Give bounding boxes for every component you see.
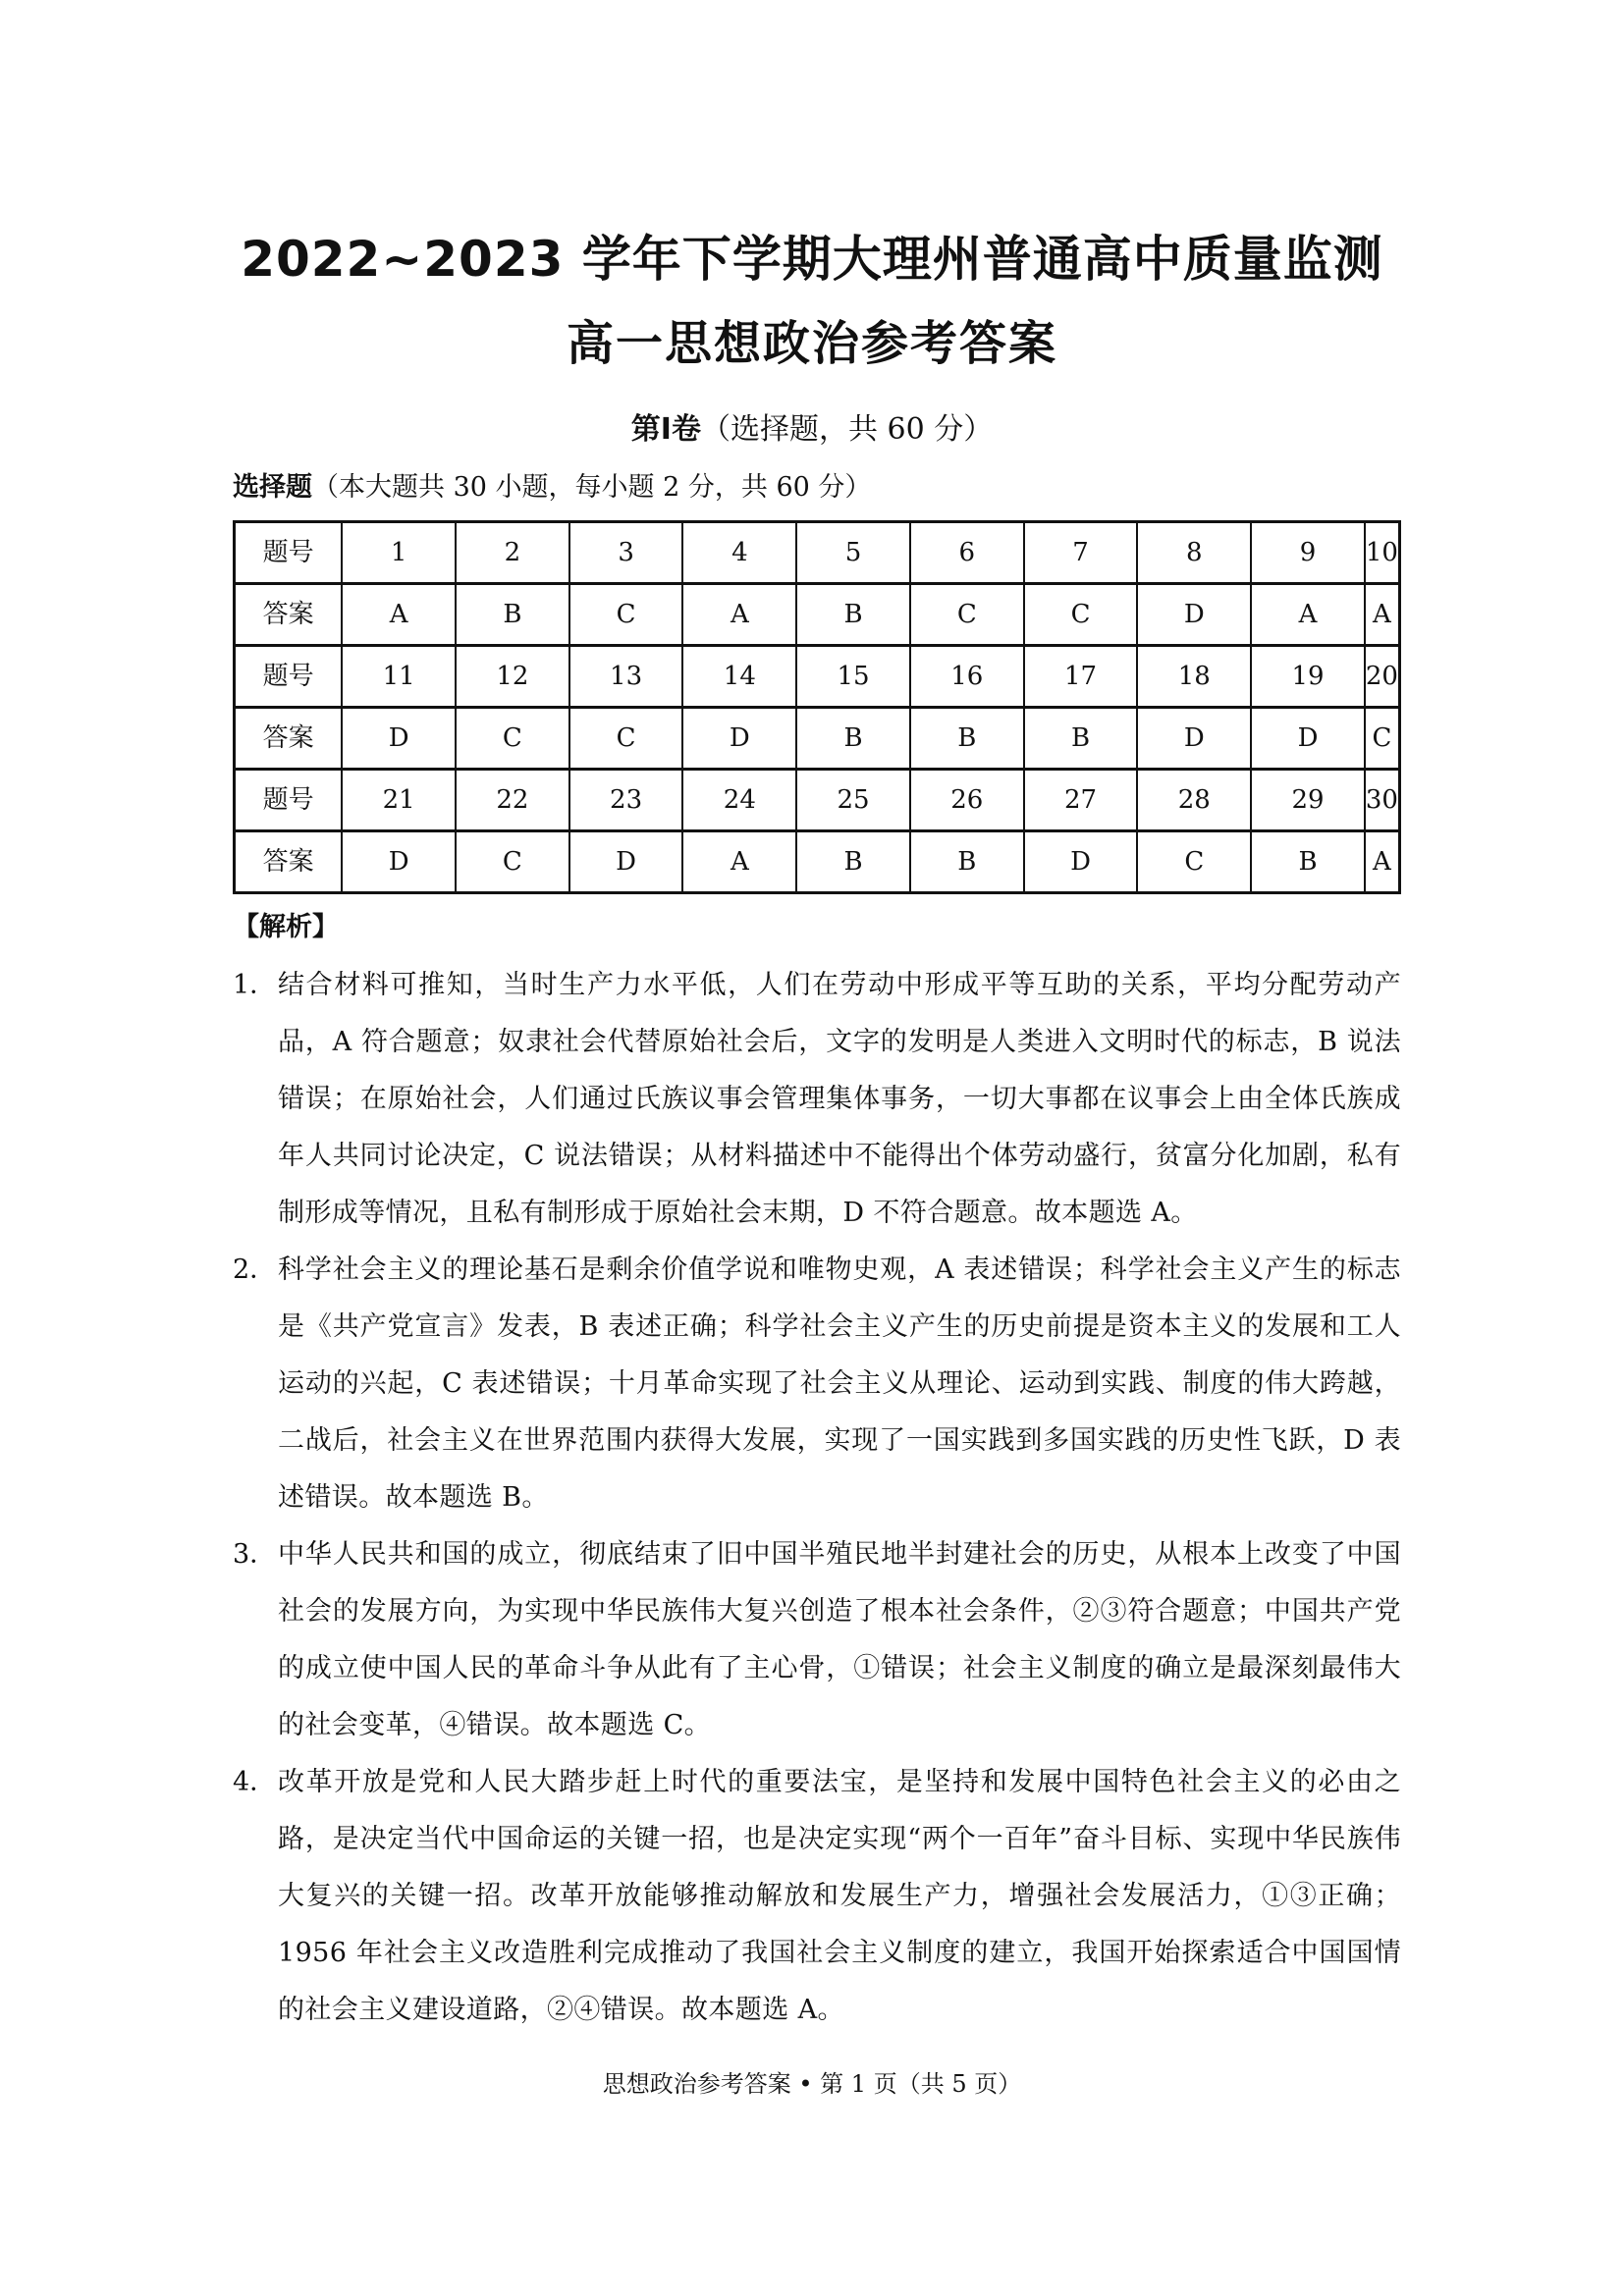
answer-cell: C	[1137, 831, 1251, 893]
answer-cell: A	[682, 584, 796, 646]
answer-cell: D	[342, 708, 456, 770]
item-number: 3．	[233, 1539, 277, 1570]
question-number-row	[235, 770, 1400, 831]
answer-cell: D	[342, 831, 456, 893]
item-text: 中华人民共和国的成立，彻底结束了旧中国半殖民地半封建社会的历史，从根本上改变了中国社会的发展方向，为实现中华民族伟大复兴创造了根本社会条件，②③符合题意；中国共产党的成立使中国人民的革命斗争从此有了主心骨，①错误；社会主义制度的确立是最深刻最伟大的社会变革，④错误。故本题选 C。	[278, 1539, 1401, 1740]
answer-cell: B	[796, 584, 910, 646]
answer-cell: D	[1137, 584, 1251, 646]
item-number: 4．	[233, 1767, 277, 1797]
question-number-cell: 25	[796, 770, 910, 831]
question-number-cell: 8	[1137, 522, 1251, 584]
question-number-cell: 18	[1137, 646, 1251, 708]
answer-cell: C	[1365, 708, 1400, 770]
answer-cell: C	[569, 584, 683, 646]
section-title	[0, 410, 1624, 450]
analysis-item	[233, 1526, 1401, 1754]
question-type-note: （本大题共 30 小题，每小题 2 分，共 60 分）	[312, 472, 872, 503]
row-header-number: 题号	[235, 522, 343, 584]
question-number-cell: 5	[796, 522, 910, 584]
question-number-cell: 22	[456, 770, 569, 831]
question-number-cell: 27	[1024, 770, 1138, 831]
question-number-cell: 17	[1024, 646, 1138, 708]
answer-row	[235, 831, 1400, 893]
answer-cell: B	[796, 831, 910, 893]
page-footer: 思想政治参考答案 • 第 1 页（共 5 页）	[602, 2070, 1022, 2098]
answer-cell: B	[910, 831, 1024, 893]
row-header-answer: 答案	[235, 584, 343, 646]
question-number-cell: 30	[1365, 770, 1400, 831]
answer-cell: D	[569, 831, 683, 893]
question-number-cell: 24	[682, 770, 796, 831]
answer-cell: D	[682, 708, 796, 770]
question-number-cell: 21	[342, 770, 456, 831]
answer-cell: B	[796, 708, 910, 770]
question-number-cell: 4	[682, 522, 796, 584]
answer-cell: D	[1251, 708, 1365, 770]
answer-cell: B	[456, 584, 569, 646]
answer-cell: D	[1137, 708, 1251, 770]
analysis-heading: 【解析】	[233, 912, 339, 942]
question-number-cell: 28	[1137, 770, 1251, 831]
document-title-line-2: 高一思想政治参考答案	[566, 316, 1057, 371]
answer-cell: B	[910, 708, 1024, 770]
question-number-cell: 3	[569, 522, 683, 584]
answer-table	[233, 520, 1401, 894]
section-label: 第Ⅰ卷	[630, 412, 701, 447]
question-number-cell: 19	[1251, 646, 1365, 708]
section-note: （选择题，共 60 分）	[700, 412, 994, 447]
analysis-item	[233, 1754, 1401, 2039]
question-number-cell: 7	[1024, 522, 1138, 584]
answer-row	[235, 584, 1400, 646]
answer-cell: B	[1024, 708, 1138, 770]
question-number-cell: 13	[569, 646, 683, 708]
question-number-cell: 11	[342, 646, 456, 708]
answer-cell: A	[1365, 831, 1400, 893]
question-number-cell: 15	[796, 646, 910, 708]
item-text: 结合材料可推知，当时生产力水平低，人们在劳动中形成平等互助的关系，平均分配劳动产品，A 符合题意；奴隶社会代替原始社会后，文字的发明是人类进入文明时代的标志，B 说法错误；在原始社会，人们通过氏族议事会管理集体事务，一切大事都在议事会上由全体氏族成年人共同讨论决定，C 说法错误；从材料描述中不能得出个体劳动盛行，贫富分化加剧，私有制形成等情况，且私有制形成于原始社会末期，D 不符合题意。故本题选 A。	[278, 970, 1401, 1228]
document-title-line-1: 2022~2023 学年下学期大理州普通高中质量监测	[241, 231, 1383, 288]
question-number-cell: 12	[456, 646, 569, 708]
row-header-answer: 答案	[235, 708, 343, 770]
row-header-number: 题号	[235, 770, 343, 831]
row-header-answer: 答案	[235, 831, 343, 893]
answer-cell: C	[1024, 584, 1138, 646]
item-number: 1．	[233, 970, 277, 1000]
analysis-list	[233, 957, 1401, 2039]
question-number-row	[235, 522, 1400, 584]
answer-row	[235, 708, 1400, 770]
answer-cell: D	[1024, 831, 1138, 893]
question-number-cell: 10	[1365, 522, 1400, 584]
answer-cell: A	[1365, 584, 1400, 646]
question-number-cell: 20	[1365, 646, 1400, 708]
analysis-item	[233, 957, 1401, 1242]
item-text: 改革开放是党和人民大踏步赶上时代的重要法宝，是坚持和发展中国特色社会主义的必由之路，是决定当代中国命运的关键一招，也是决定实现“两个一百年”奋斗目标、实现中华民族伟大复兴的关键一招。改革开放能够推动解放和发展生产力，增强社会发展活力，①③正确；1956 年社会主义改造胜利完成推动了我国社会主义制度的建立，我国开始探索适合中国国情的社会主义建设道路，②④错误。故本题选 A。	[278, 1767, 1401, 2025]
answer-cell: A	[1251, 584, 1365, 646]
question-number-cell: 1	[342, 522, 456, 584]
analysis-item	[233, 1242, 1401, 1526]
answer-table-body	[235, 522, 1400, 893]
answer-cell: C	[910, 584, 1024, 646]
answer-cell: C	[569, 708, 683, 770]
question-number-cell: 2	[456, 522, 569, 584]
question-number-cell: 9	[1251, 522, 1365, 584]
question-number-cell: 26	[910, 770, 1024, 831]
question-number-cell: 29	[1251, 770, 1365, 831]
question-number-cell: 23	[569, 770, 683, 831]
question-number-cell: 16	[910, 646, 1024, 708]
question-type-label: 选择题	[233, 472, 312, 503]
answer-cell: C	[456, 708, 569, 770]
question-number-cell: 6	[910, 522, 1024, 584]
answer-cell: A	[682, 831, 796, 893]
answer-cell: C	[456, 831, 569, 893]
answer-cell: B	[1251, 831, 1365, 893]
content-area	[233, 469, 1401, 2039]
question-intro	[233, 469, 1401, 507]
question-number-row	[235, 646, 1400, 708]
item-number: 2．	[233, 1255, 277, 1285]
question-number-cell: 14	[682, 646, 796, 708]
answer-cell: A	[342, 584, 456, 646]
item-text: 科学社会主义的理论基石是剩余价值学说和唯物史观，A 表述错误；科学社会主义产生的标志是《共产党宣言》发表，B 表述正确；科学社会主义产生的历史前提是资本主义的发展和工人运动的兴起，C 表述错误；十月革命实现了社会主义从理论、运动到实践、制度的伟大跨越，二战后，社会主义在世界范围内获得大发展，实现了一国实践到多国实践的历史性飞跃，D 表述错误。故本题选 B。	[278, 1255, 1401, 1513]
row-header-number: 题号	[235, 646, 343, 708]
